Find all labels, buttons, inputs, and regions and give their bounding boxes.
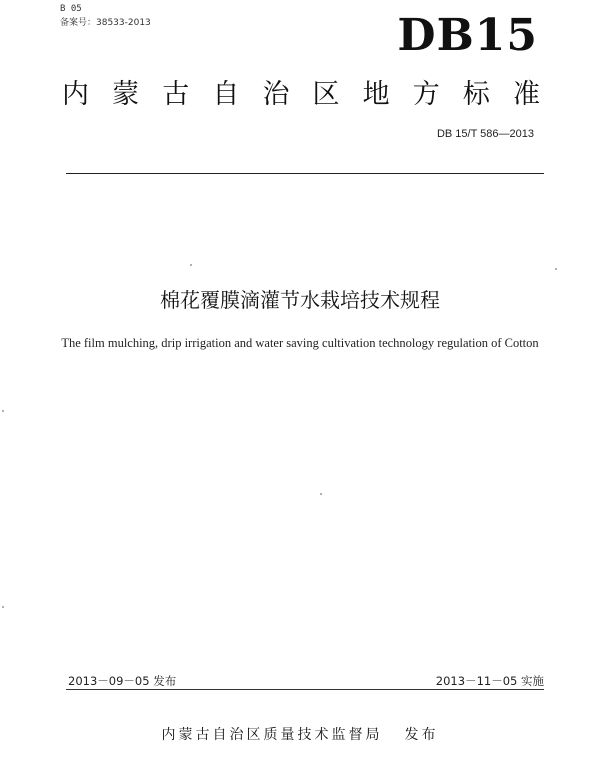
document-title-zh: 棉花覆膜滴灌节水栽培技术规程 [160, 288, 440, 312]
document-title-en: The film mulching, drip irrigation and water saving cultivation technology regulation of Cotton [61, 336, 539, 350]
standard-code: DB 15/T 586—2013 [436, 128, 534, 140]
ccs-code: B 05 [60, 4, 82, 14]
publish-date: 2013－09－05 发布 [68, 674, 177, 688]
standard-type-char: 区 [312, 79, 340, 110]
standard-type-char: 方 [412, 79, 440, 110]
standard-type-char: 准 [512, 79, 540, 110]
issuer-name: 内蒙古自治区质量技术监督局 [161, 727, 383, 743]
standard-type-char: 内 [62, 79, 89, 110]
standard-logo: DB15 [397, 10, 538, 61]
standard-type-char: 标 [462, 79, 490, 110]
scan-speck [190, 264, 192, 266]
scan-speck [555, 268, 557, 270]
standard-type-char: 治 [262, 79, 290, 110]
header-divider [66, 173, 544, 174]
issue-verb: 发布 [404, 727, 439, 743]
standard-type-char: 自 [212, 79, 240, 110]
scan-speck [2, 606, 4, 608]
dates-divider [66, 689, 544, 690]
issuing-authority [0, 726, 600, 744]
standard-type-char: 蒙 [112, 79, 140, 110]
standard-type-char: 地 [362, 79, 390, 110]
record-number: 备案号：38533-2013 [60, 18, 151, 28]
standard-type-title [62, 78, 540, 112]
standard-type-char: 古 [162, 79, 190, 110]
implement-date: 2013－11－05 实施 [435, 674, 544, 688]
scan-speck [2, 410, 4, 412]
scan-speck [320, 493, 322, 495]
